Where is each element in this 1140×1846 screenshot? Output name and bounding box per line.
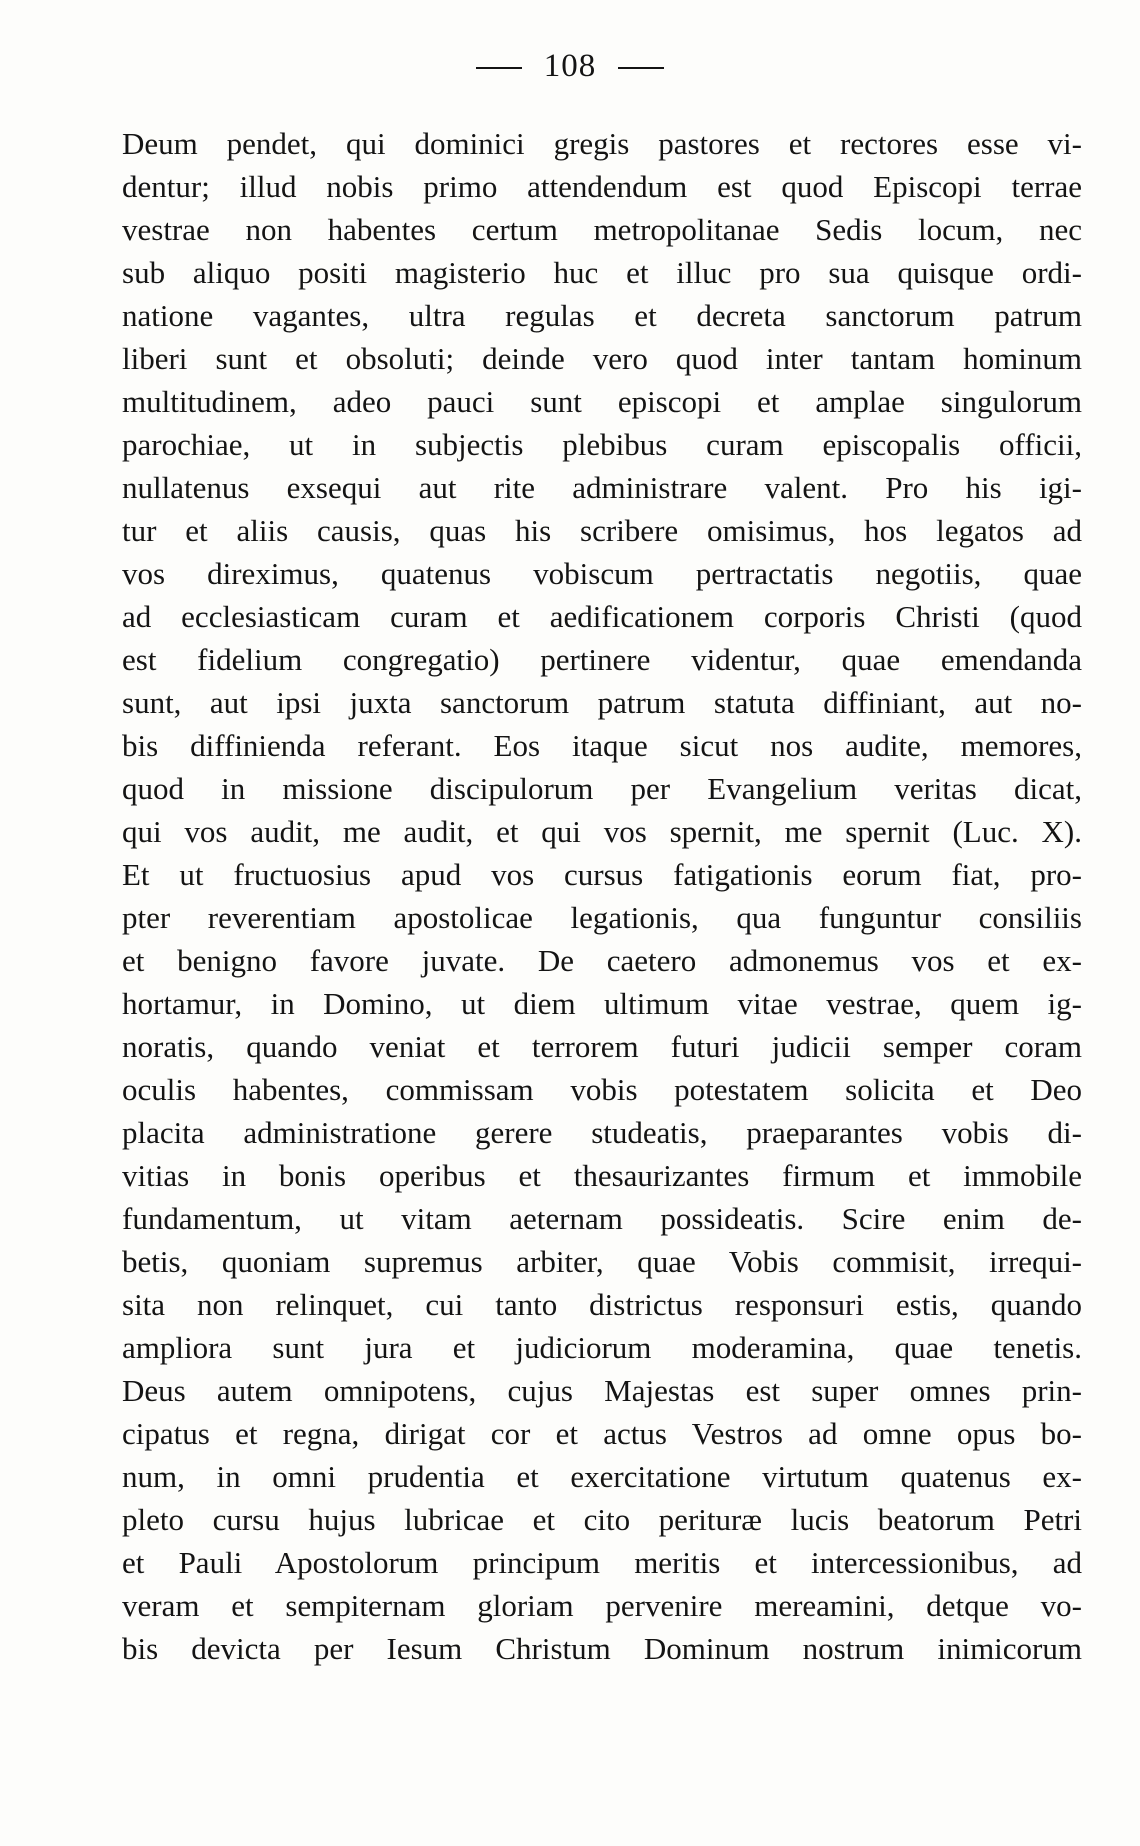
text-line: Et ut fructuosius apud vos cursus fatigationis eorum fiat, pro-	[122, 857, 1082, 892]
text-line: Deus autem omnipotens, cujus Majestas est super omnes prin-	[122, 1373, 1082, 1408]
text-line: qui vos audit, me audit, et qui vos spernit, me spernit (Luc. X).	[122, 814, 1082, 849]
text-line: fundamentum, ut vitam aeternam possideatis. Scire enim de-	[122, 1201, 1082, 1236]
body-text	[122, 122, 1082, 1670]
text-line: natione vagantes, ultra regulas et decreta sanctorum patrum	[122, 298, 1082, 333]
text-line: et benigno favore juvate. De caetero admonemus vos et ex-	[122, 943, 1082, 978]
text-line: liberi sunt et obsoluti; deinde vero quod inter tantam hominum	[122, 341, 1082, 376]
text-line: vestrae non habentes certum metropolitanae Sedis locum, nec	[122, 212, 1082, 247]
text-line: sunt, aut ipsi juxta sanctorum patrum statuta diffiniant, aut no-	[122, 685, 1082, 720]
text-line: multitudinem, adeo pauci sunt episcopi et amplae singulorum	[122, 384, 1082, 419]
text-line: veram et sempiternam gloriam pervenire mereamini, detque vo-	[122, 1588, 1082, 1623]
text-line: bis devicta per Iesum Christum Dominum nostrum inimicorum	[122, 1631, 1082, 1666]
text-line: pleto cursu hujus lubricae et cito perituræ lucis beatorum Petri	[122, 1502, 1082, 1537]
header-dash-left	[476, 67, 522, 69]
text-line: et Pauli Apostolorum principum meritis et intercessionibus, ad	[122, 1545, 1082, 1580]
header-dash-right	[618, 67, 664, 69]
page-number: 108	[543, 48, 597, 84]
text-line: quod in missione discipulorum per Evangelium veritas dicat,	[122, 771, 1082, 806]
text-line: hortamur, in Domino, ut diem ultimum vitae vestrae, quem ig-	[122, 986, 1082, 1021]
text-line: bis diffinienda referant. Eos itaque sicut nos audite, memores,	[122, 728, 1082, 763]
text-line: ad ecclesiasticam curam et aedificationem corporis Christi (quod	[122, 599, 1082, 634]
text-line: dentur; illud nobis primo attendendum est quod Episcopi terrae	[122, 169, 1082, 204]
text-line: Deum pendet, qui dominici gregis pastores et rectores esse vi-	[122, 126, 1082, 161]
text-line: pter reverentiam apostolicae legationis, qua funguntur consiliis	[122, 900, 1082, 935]
text-line: vos direximus, quatenus vobiscum pertractatis negotiis, quae	[122, 556, 1082, 591]
text-line: noratis, quando veniat et terrorem futuri judicii semper coram	[122, 1029, 1082, 1064]
text-line: tur et aliis causis, quas his scribere omisimus, hos legatos ad	[122, 513, 1082, 548]
text-line: placita administratione gerere studeatis, praeparantes vobis di-	[122, 1115, 1082, 1150]
text-line: sub aliquo positi magisterio huc et illuc pro sua quisque ordi-	[122, 255, 1082, 290]
text-line: sita non relinquet, cui tanto districtus responsuri estis, quando	[122, 1287, 1082, 1322]
text-line: num, in omni prudentia et exercitatione virtutum quatenus ex-	[122, 1459, 1082, 1494]
text-line: nullatenus exsequi aut rite administrare valent. Pro his igi-	[122, 470, 1082, 505]
text-line: oculis habentes, commissam vobis potestatem solicita et Deo	[122, 1072, 1082, 1107]
text-line: cipatus et regna, dirigat cor et actus Vestros ad omne opus bo-	[122, 1416, 1082, 1451]
text-line: betis, quoniam supremus arbiter, quae Vobis commisit, irrequi-	[122, 1244, 1082, 1279]
text-line: vitias in bonis operibus et thesaurizantes firmum et immobile	[122, 1158, 1082, 1193]
text-line: est fidelium congregatio) pertinere videntur, quae emendanda	[122, 642, 1082, 677]
text-line: ampliora sunt jura et judiciorum moderamina, quae tenetis.	[122, 1330, 1082, 1365]
text-line: parochiae, ut in subjectis plebibus curam episcopalis officii,	[122, 427, 1082, 462]
page-header	[0, 46, 1140, 86]
